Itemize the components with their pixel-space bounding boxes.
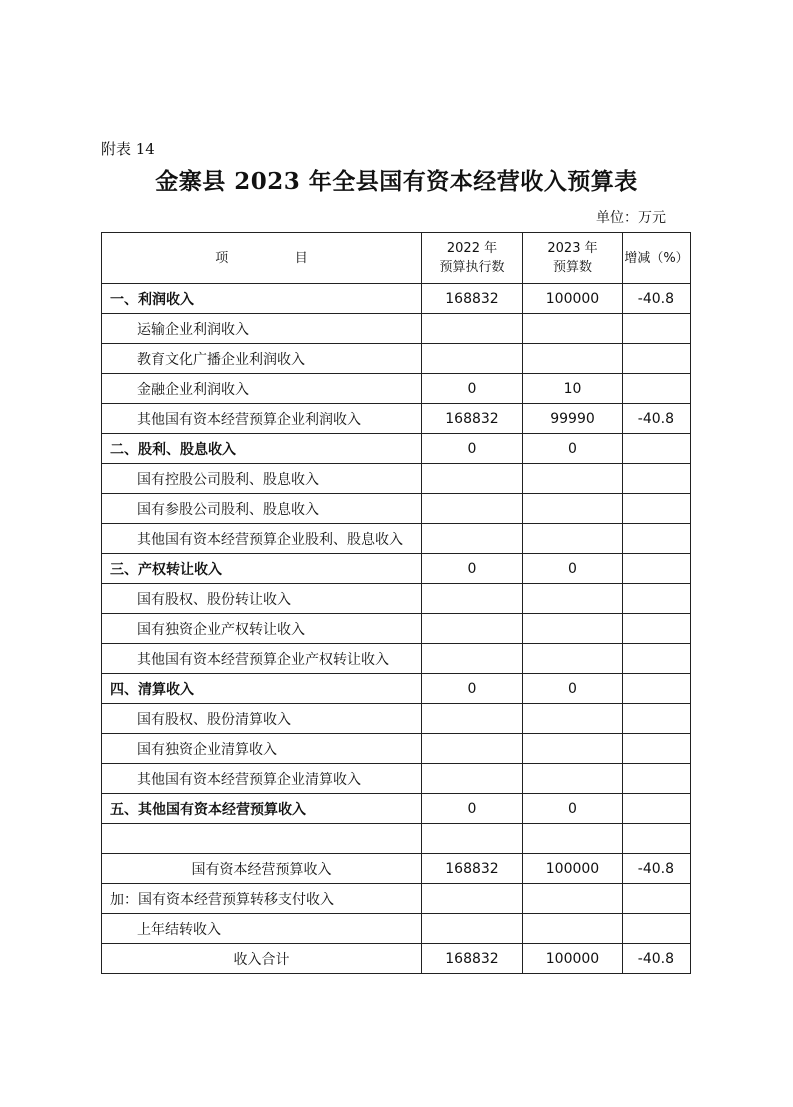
table-row [102, 554, 691, 584]
cell-2023: 10 [523, 374, 623, 404]
table-row [102, 374, 691, 404]
table-row [102, 704, 691, 734]
row-name: 上年结转收入 [102, 914, 422, 944]
cell-2023 [523, 704, 623, 734]
table-row [102, 494, 691, 524]
cell-2022 [422, 494, 523, 524]
header-2022-line2: 预算执行数 [439, 260, 505, 275]
table-row [102, 284, 691, 314]
cell-2023 [523, 644, 623, 674]
cell-change: -40.8 [623, 944, 691, 974]
row-name: 其他国有资本经营预算企业股利、股息收入 [102, 524, 422, 554]
cell-2022: 168832 [422, 944, 523, 974]
header-item-left: 项 [215, 250, 229, 266]
cell-change [623, 884, 691, 914]
cell-change [623, 434, 691, 464]
cell-2022: 168832 [422, 854, 523, 884]
cell-2022 [422, 314, 523, 344]
cell-2022 [422, 464, 523, 494]
table-row [102, 344, 691, 374]
cell-2023 [523, 344, 623, 374]
cell-2023 [523, 524, 623, 554]
row-name: 二、股利、股息收入 [102, 434, 422, 464]
row-name: 运输企业利润收入 [102, 314, 422, 344]
cell-2023 [523, 824, 623, 854]
table-row [102, 434, 691, 464]
unit-label: 单位：万元 [596, 210, 666, 226]
row-name: 国有独资企业清算收入 [102, 734, 422, 764]
table-row [102, 584, 691, 614]
row-name: 一、利润收入 [102, 284, 422, 314]
table-row [102, 314, 691, 344]
cell-2022 [422, 704, 523, 734]
cell-2022 [422, 884, 523, 914]
cell-2023: 99990 [523, 404, 623, 434]
row-name: 国有资本经营预算收入 [102, 854, 422, 884]
table-row [102, 524, 691, 554]
header-2023 [523, 233, 623, 284]
table-row [102, 764, 691, 794]
cell-2022: 0 [422, 794, 523, 824]
header-2022 [422, 233, 523, 284]
cell-2022: 168832 [422, 404, 523, 434]
row-name: 其他国有资本经营预算企业利润收入 [102, 404, 422, 434]
row-name: 加：国有资本经营预算转移支付收入 [102, 884, 422, 914]
cell-2023: 0 [523, 794, 623, 824]
cell-change [623, 554, 691, 584]
cell-2023 [523, 914, 623, 944]
table-row [102, 944, 691, 974]
cell-2023 [523, 314, 623, 344]
cell-2023: 0 [523, 554, 623, 584]
cell-change [623, 374, 691, 404]
cell-2022 [422, 734, 523, 764]
table-row [102, 644, 691, 674]
row-name: 其他国有资本经营预算企业产权转让收入 [102, 644, 422, 674]
row-name: 国有控股公司股利、股息收入 [102, 464, 422, 494]
row-name: 国有股权、股份转让收入 [102, 584, 422, 614]
table-row [102, 914, 691, 944]
table-row [102, 734, 691, 764]
cell-2022 [422, 614, 523, 644]
cell-2022 [422, 524, 523, 554]
cell-change [623, 674, 691, 704]
cell-change [623, 614, 691, 644]
cell-change [623, 344, 691, 374]
annex-label: 附表 14 [101, 140, 155, 158]
table-row [102, 884, 691, 914]
header-item-right: 目 [294, 250, 308, 266]
cell-2022: 168832 [422, 284, 523, 314]
cell-change [623, 494, 691, 524]
cell-2022 [422, 584, 523, 614]
cell-2022: 0 [422, 374, 523, 404]
row-name: 国有独资企业产权转让收入 [102, 614, 422, 644]
cell-2023: 100000 [523, 284, 623, 314]
cell-2022 [422, 824, 523, 854]
cell-2022 [422, 344, 523, 374]
cell-change [623, 644, 691, 674]
row-name: 教育文化广播企业利润收入 [102, 344, 422, 374]
cell-2023 [523, 494, 623, 524]
table-row [102, 464, 691, 494]
cell-2023: 0 [523, 674, 623, 704]
table-row [102, 794, 691, 824]
cell-change [623, 914, 691, 944]
cell-2022 [422, 644, 523, 674]
header-change: 增减（%） [623, 233, 691, 284]
row-name: 五、其他国有资本经营预算收入 [102, 794, 422, 824]
row-name: 三、产权转让收入 [102, 554, 422, 584]
cell-change [623, 824, 691, 854]
cell-2022: 0 [422, 554, 523, 584]
header-2023-line2: 预算数 [552, 260, 592, 275]
table-header-row [102, 233, 691, 284]
row-name: 收入合计 [102, 944, 422, 974]
cell-2023 [523, 584, 623, 614]
row-name: 四、清算收入 [102, 674, 422, 704]
cell-2022: 0 [422, 434, 523, 464]
cell-change [623, 464, 691, 494]
budget-table [101, 232, 691, 974]
cell-2023: 100000 [523, 854, 623, 884]
page-title: 金寨县 2023 年全县国有资本经营收入预算表 [155, 168, 638, 195]
table-row [102, 824, 691, 854]
cell-change [623, 314, 691, 344]
cell-2023: 0 [523, 434, 623, 464]
cell-change [623, 794, 691, 824]
table-row [102, 404, 691, 434]
table-row [102, 674, 691, 704]
cell-change [623, 524, 691, 554]
cell-2022: 0 [422, 674, 523, 704]
cell-change [623, 704, 691, 734]
cell-change: -40.8 [623, 404, 691, 434]
cell-2023 [523, 764, 623, 794]
cell-change [623, 764, 691, 794]
cell-2023 [523, 884, 623, 914]
cell-change: -40.8 [623, 854, 691, 884]
cell-2022 [422, 914, 523, 944]
row-name: 其他国有资本经营预算企业清算收入 [102, 764, 422, 794]
row-name [102, 824, 422, 854]
cell-2023 [523, 614, 623, 644]
cell-2023 [523, 734, 623, 764]
cell-change [623, 734, 691, 764]
header-item [102, 233, 422, 284]
table-row [102, 614, 691, 644]
cell-change: -40.8 [623, 284, 691, 314]
cell-2023 [523, 464, 623, 494]
cell-2023: 100000 [523, 944, 623, 974]
table-row [102, 854, 691, 884]
row-name: 金融企业利润收入 [102, 374, 422, 404]
row-name: 国有股权、股份清算收入 [102, 704, 422, 734]
row-name: 国有参股公司股利、股息收入 [102, 494, 422, 524]
header-2023-line1: 2023 年 [547, 241, 598, 256]
cell-2022 [422, 764, 523, 794]
cell-change [623, 584, 691, 614]
header-2022-line1: 2022 年 [446, 241, 498, 256]
